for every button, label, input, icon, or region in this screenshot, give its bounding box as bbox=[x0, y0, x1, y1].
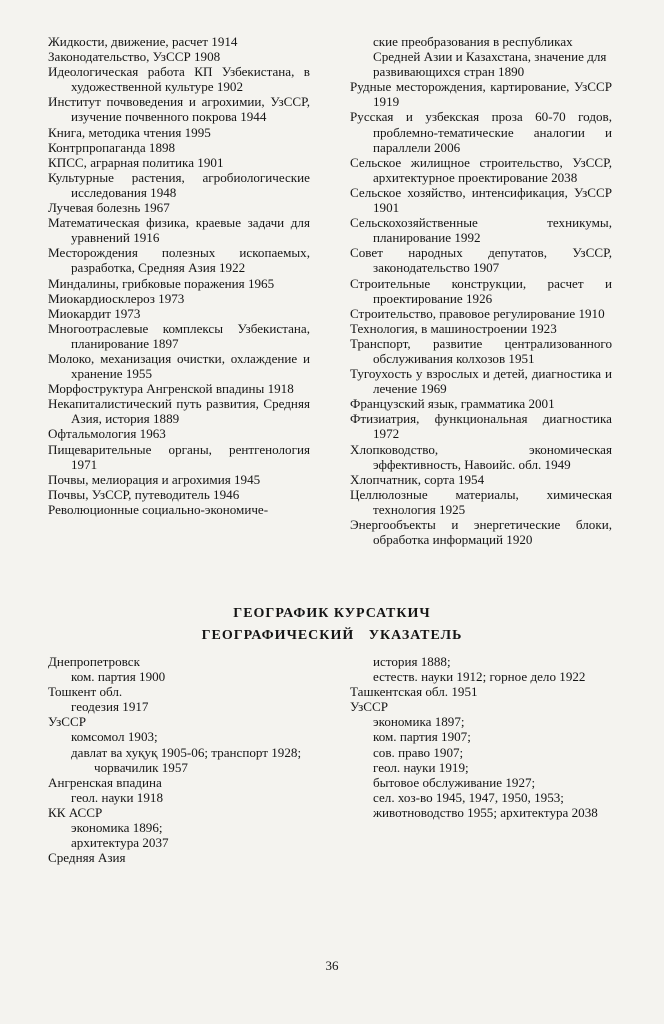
geo-subentry: сел. хоз-во 1945, 1947, 1950, 1953; bbox=[373, 789, 564, 805]
index-entry: Сельскохозяйственные техникумы, планирование 1992 bbox=[350, 215, 612, 246]
index-entry: Сельское хозяйство, интенсификация, УзССР 1901 bbox=[350, 184, 612, 216]
geo-subentry: история 1888; bbox=[373, 654, 451, 669]
index-entry: Морфоструктура Ангренской впадины 1918 bbox=[48, 381, 294, 397]
index-entry: Почвы, УзССР, путеводитель 1946 bbox=[48, 486, 240, 502]
index-entry: Рудные месторождения, картирование, УзССР 1919 bbox=[350, 79, 612, 110]
subject-index-right-column bbox=[350, 34, 612, 547]
geo-place: Ташкентская обл. 1951 bbox=[350, 684, 478, 700]
index-entry: Технология, в машиностроении 1923 bbox=[350, 320, 557, 336]
index-entry: Миокардиосклероз 1973 bbox=[48, 290, 185, 306]
geographic-index-right-column bbox=[350, 654, 620, 820]
index-entry: Сельское жилищное строительство, УзССР, архитектурное проектирование 2038 bbox=[350, 154, 612, 185]
index-entry: Строительные конструкции, расчет и проектирование 1926 bbox=[350, 275, 612, 306]
geo-subentry: архитектура 2037 bbox=[71, 835, 169, 851]
index-entry: Русская и узбекская проза 60-70 годов, проблемно-тематические аналогии и параллели 2006 bbox=[350, 109, 612, 155]
geo-place: Днепропетровск bbox=[48, 654, 140, 669]
geo-subentry: животноводство 1955; архитектура 2038 bbox=[373, 804, 598, 820]
index-entry: Книга, методика чтения 1995 bbox=[48, 124, 211, 140]
index-entry: Хлопчатник, сорта 1954 bbox=[350, 471, 485, 487]
geo-subentry: естеств. науки 1912; горное дело 1922 bbox=[373, 669, 586, 685]
index-entry: Офтальмология 1963 bbox=[48, 426, 166, 442]
index-entry: КПСС, аграрная политика 1901 bbox=[48, 154, 224, 170]
index-entry: Пищеварительные органы, рентгенология 1971 bbox=[48, 441, 310, 472]
index-entry: Совет народных депутатов, УзССР, законодательство 1907 bbox=[350, 245, 612, 276]
subject-index-left-column bbox=[48, 34, 310, 517]
index-entry: Законодательство, УзССР 1908 bbox=[48, 49, 221, 65]
index-entry: Целлюлозные материалы, химическая технология 1925 bbox=[350, 486, 612, 517]
geo-place: УзССР bbox=[350, 699, 389, 715]
index-entry: Революционные социально-экономиче- bbox=[48, 501, 269, 517]
index-entry: Идеологическая работа КП Узбекистана, в художественной культуре 1902 bbox=[48, 64, 310, 95]
index-entry: Тугоухость у взрослых и детей, диагностика и лечение 1969 bbox=[350, 366, 612, 397]
geo-subentry: комсомол 1903; bbox=[71, 729, 158, 745]
index-entry: Математическая физика, краевые задачи для уравнений 1916 bbox=[48, 215, 310, 246]
index-entry: Контрпропаганда 1898 bbox=[48, 139, 176, 155]
geo-subentry: экономика 1897; bbox=[373, 714, 465, 730]
index-entry: Месторождения полезных ископаемых, разработка, Средняя Азия 1922 bbox=[48, 245, 310, 276]
index-entry: Строительство, правовое регулирование 1910 bbox=[350, 305, 605, 321]
geographic-index-heading-ru: ГЕОГРАФИЧЕСКИЙ УКАЗАТЕЛЬ bbox=[201, 628, 463, 643]
geo-place: КК АССР bbox=[48, 804, 103, 820]
geographic-index-left-column bbox=[48, 654, 318, 865]
geo-subentry: сов. право 1907; bbox=[373, 744, 464, 760]
geo-subentry: ком. партия 1907; bbox=[373, 729, 471, 745]
geo-subentry: давлат ва хуқуқ 1905-06; транспорт 1928; чорвачилик 1957 bbox=[71, 744, 302, 775]
index-entry: Миокардит 1973 bbox=[48, 305, 141, 321]
index-entry: Энергообъекты и энергетические блоки, обработка информаций 1920 bbox=[350, 517, 612, 548]
geographic-index-heading-uz: ГЕОГРАФИК КУРСАТКИЧ bbox=[233, 606, 431, 621]
geo-subentry: бытовое обслуживание 1927; bbox=[373, 774, 536, 790]
page-number: 36 bbox=[325, 958, 339, 973]
continued-entry: ские преобразования в республиках Средней Азии и Казахстана, значение для развивающихся стран 1890 bbox=[373, 34, 607, 80]
index-entry: Фтизиатрия, функциональная диагностика 1972 bbox=[350, 411, 612, 442]
index-entry: Некапиталистический путь развития, Средняя Азия, история 1889 bbox=[48, 396, 310, 427]
geo-place: Тошкент обл. bbox=[48, 684, 123, 700]
index-entry: Молоко, механизация очистки, охлаждение и хранение 1955 bbox=[48, 350, 310, 382]
index-entry: Лучевая болезнь 1967 bbox=[48, 200, 170, 216]
index-entry: Многоотраслевые комплексы Узбекистана, планирование 1897 bbox=[48, 320, 310, 351]
geo-place: УзССР bbox=[48, 714, 87, 730]
index-entry: Культурные растения, агробиологические исследования 1948 bbox=[48, 169, 310, 200]
geo-place: Средняя Азия bbox=[48, 850, 126, 866]
index-entry: Французский язык, грамматика 2001 bbox=[350, 396, 555, 412]
geo-subentry: экономика 1896; bbox=[71, 820, 163, 836]
index-entry: Транспорт, развитие централизованного обслуживания колхозов 1951 bbox=[350, 335, 612, 366]
index-entry: Институт почвоведения и агрохимии, УзССР, изучение почвенного покрова 1944 bbox=[48, 94, 310, 125]
geo-subentry: геол. науки 1919; bbox=[373, 759, 469, 775]
geo-subentry: ком. партия 1900 bbox=[71, 669, 166, 685]
index-entry: Хлопководство, экономическая эффективность, Навоийс. обл. 1949 bbox=[350, 441, 612, 472]
geo-place: Ангренская впадина bbox=[48, 774, 162, 790]
geo-subentry: геодезия 1917 bbox=[71, 699, 149, 715]
index-entry: Почвы, мелиорация и агрохимия 1945 bbox=[48, 471, 261, 487]
index-entry: Жидкости, движение, расчет 1914 bbox=[48, 34, 238, 49]
geo-subentry: геол. науки 1918 bbox=[71, 789, 163, 805]
index-entry: Миндалины, грибковые поражения 1965 bbox=[48, 275, 275, 291]
